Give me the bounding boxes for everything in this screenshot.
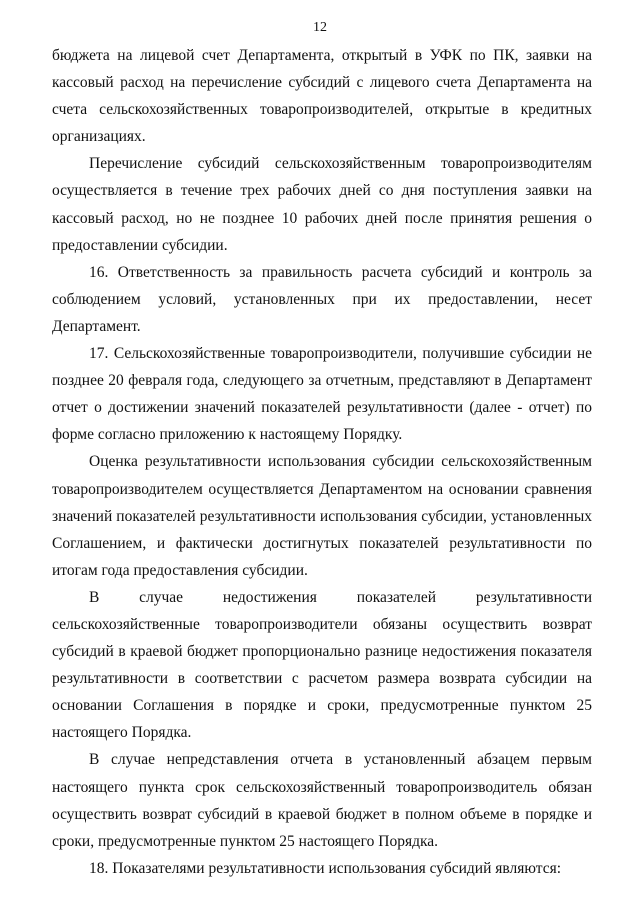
paragraph-continuation: бюджета на лицевой счет Департамента, открытый в УФК по ПК, заявки на кассовый расход на перечисление субсидий с лицевого счета Департамента на счета сельскохозяйственных товаропроизводителей, открытые в кредитных организациях. [52, 47, 592, 146]
page-number: 12 [313, 20, 327, 35]
paragraph-17-report: 17. Сельскохозяйственные товаропроизводители, получившие субсидии не позднее 20 февраля года, следующего за отчетным, представляют в Департамент отчет о достижении значений показателей результативности (далее - отчет) по форме согласно приложению к настоящему Порядку. [52, 345, 592, 444]
paragraph-non-achievement: В случае недостижения показателей результативности сельскохозяйственные товаропроизводители обязаны осуществить возврат субсидий в краевой бюджет пропорционально разнице недостижения показателя результативности в соответствии с расчетом размера возврата субсидии на основании Соглашения в порядке и сроки, предусмотренные пунктом 25 настоящего Порядка. [52, 588, 592, 742]
paragraph-16-responsibility: 16. Ответственность за правильность расчета субсидий и контроль за соблюдением условий, установленных при их предоставлении, несет Департамент. [52, 263, 592, 335]
paragraph-non-submission: В случае непредставления отчета в установленный абзацем первым настоящего пункта срок сельскохозяйственный товаропроизводитель обязан осуществить возврат субсидий в краевой бюджет в полном объеме в порядке и сроки, предусмотренные пунктом 25 настоящего Порядка. [52, 751, 592, 850]
paragraph-18-indicators: 18. Показателями результативности использования субсидий являются: [89, 859, 562, 877]
document-body [52, 42, 592, 882]
paragraph-transfer-timing: Перечисление субсидий сельскохозяйственным товаропроизводителям осуществляется в течение трех рабочих дней со дня поступления заявки на кассовый расход, но не позднее 10 рабочих дней после принятия решения о предоставлении субсидии. [52, 155, 592, 254]
paragraph-effectiveness-assessment: Оценка результативности использования субсидии сельскохозяйственным товаропроизводителем осуществляется Департаментом на основании сравнения значений показателей результативности использования субсидии, установленных Соглашением, и фактически достигнутых показателей результативности по итогам года предоставления субсидии. [52, 453, 592, 579]
